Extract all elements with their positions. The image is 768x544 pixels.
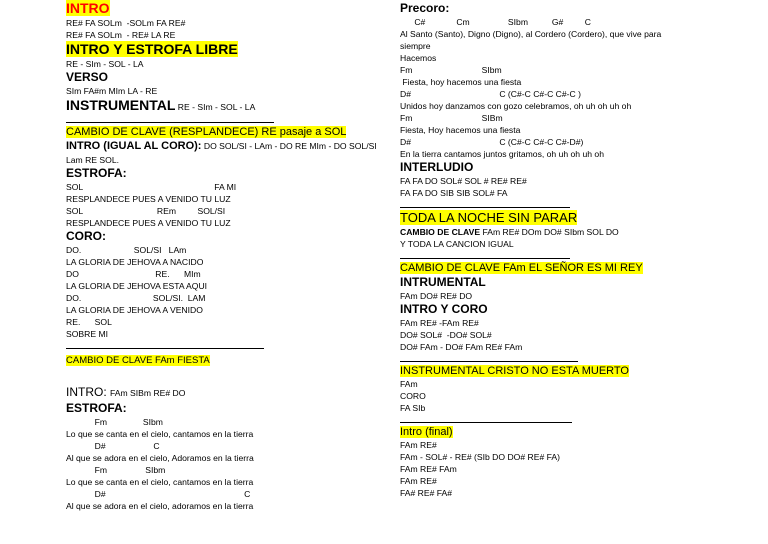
interludio-line: FA FA DO SOL# SOL # RE# RE#	[400, 176, 527, 186]
estrofa2-line: Lo que se canta en el cielo, cantamos en la tierra	[66, 477, 254, 487]
toda-la-noche: TODA LA NOCHE SIN PARAR	[400, 210, 578, 225]
coro-line: RE. SOL	[66, 317, 112, 327]
intro-final-line: FAm RE# FAm	[400, 464, 457, 474]
estrofa-line: SOL FA MI	[66, 182, 237, 192]
estrofa-line: SOL REm SOL/SI	[66, 206, 226, 216]
precoro-line: En la tierra cantamos juntos gritamos, oh uh oh uh oh	[400, 149, 604, 159]
estrofa-title: ESTROFA:	[66, 166, 127, 180]
instrumental-chords: RE - SIm - SOL - LA	[175, 102, 256, 112]
estrofa2-line: Fm SIbm	[66, 465, 166, 475]
cambio-clave-chords: FAm RE# DOm DO# SIbm SOL DO	[480, 227, 619, 237]
intro-coro-line: DO# FAm - DO# FAm RE# FAm	[400, 342, 523, 352]
precoro-line: Fiesta, Hoy hacemos una fiesta	[400, 125, 521, 135]
estrofa2-line: Lo que se canta en el cielo, cantamos en la tierra	[66, 429, 254, 439]
intrumental-line: FAm DO# RE# DO	[400, 291, 473, 301]
coro-title: CORO:	[66, 229, 106, 243]
intro-final-line: FAm RE#	[400, 440, 437, 450]
separator	[400, 250, 570, 259]
separator	[66, 114, 274, 123]
cambio-clave-resplandece: CAMBIO DE CLAVE (RESPLANDECE) RE pasaje a SOL	[66, 126, 347, 138]
separator	[400, 199, 570, 208]
cambio-clave-fiesta: CAMBIO DE CLAVE FAm FIESTA	[66, 355, 210, 366]
precoro-line: C# Cm SIbm G# C	[400, 17, 592, 27]
estrofa2-line: Fm SIbm	[66, 417, 163, 427]
precoro-line: Fm SIbm	[400, 65, 502, 75]
intro-line-1: RE# FA SOLm -SOLm FA RE#	[66, 18, 186, 28]
intro-fiesta	[66, 383, 386, 401]
coro-line: DO. SOL/SI LAm	[66, 245, 187, 255]
cambio-clave-line	[400, 226, 760, 238]
right-column	[400, 0, 760, 499]
coro-line: LA GLORIA DE JEHOVA A NACIDO	[66, 257, 204, 267]
cristo-line: FA SIb	[400, 403, 426, 413]
precoro-title: Precoro:	[400, 1, 450, 15]
estrofa-line: RESPLANDECE PUES A VENIDO TU LUZ	[66, 194, 231, 204]
estrofa2-title: ESTROFA:	[66, 401, 127, 415]
coro-line: DO. SOL/SI. LAM	[66, 293, 206, 303]
left-column	[66, 0, 386, 512]
interludio-line: FA FA DO SIB SIB SOL# FA	[400, 188, 508, 198]
intro-coro-title: INTRO Y CORO	[400, 302, 488, 316]
verso-title: VERSO	[66, 70, 109, 84]
coro-line: SOBRE MI	[66, 329, 109, 339]
separator	[400, 353, 578, 362]
coro-line: LA GLORIA DE JEHOVA ESTA AQUI	[66, 281, 208, 291]
intrumental-title: INTRUMENTAL	[400, 275, 486, 289]
coro-line: LA GLORIA DE JEHOVA A VENIDO	[66, 305, 203, 315]
intro-coro-line: FAm RE# -FAm RE#	[400, 318, 479, 328]
intro2-title: INTRO:	[66, 385, 110, 399]
coro-line: DO RE. MIm	[66, 269, 201, 279]
cambio-clave-label: CAMBIO DE CLAVE	[400, 227, 481, 237]
estrofa2-line: D# C	[66, 441, 160, 451]
intro-final-line: FA# RE# FA#	[400, 488, 453, 498]
precoro-line: Fiesta, hoy hacemos una fiesta	[400, 77, 522, 87]
intro-coro-chords: DO SOL/SI - LAm - DO RE MIm - DO SOL/SI Lam RE SOL.	[66, 141, 377, 165]
toda-cancion: Y TODA LA CANCION IGUAL	[400, 239, 514, 249]
precoro-line: Al Santo (Santo), Digno (Digno), al Cordero (Cordero), que vive para siempre	[400, 29, 662, 51]
verso-line: SIm FA#m MIm LA - RE	[66, 86, 158, 96]
estrofa2-line: D# C	[66, 489, 251, 499]
precoro-line: D# C (C#-C C#-C C#-D#)	[400, 137, 584, 147]
estrofa2-line: Al que se adora en el cielo, adoramos en la tierra	[66, 501, 254, 511]
precoro-line: D# C (C#-C C#-C C#-C )	[400, 89, 581, 99]
estrofa2-line: Al que se adora en el cielo, Adoramos en la tierra	[66, 453, 254, 463]
intro-final-line: FAm RE#	[400, 476, 437, 486]
intro-line-2: RE# FA SOLm - RE# LA RE	[66, 30, 176, 40]
intro-final-line: FAm - SOL# - RE# (SIb DO DO# RE# FA)	[400, 452, 560, 462]
instrumental-title: INSTRUMENTAL	[66, 97, 176, 113]
precoro-line: Fm SIBm	[400, 113, 503, 123]
precoro-line: Unidos hoy danzamos con gozo celebramos, oh uh oh uh oh	[400, 101, 632, 111]
intro-coro-title: INTRO (IGUAL AL CORO):	[66, 140, 202, 152]
intro2-chords: FAm SIBm RE# DO	[110, 388, 186, 398]
intro-estrofa-title: INTRO Y ESTROFA LIBRE	[66, 41, 238, 57]
instrumental-heading	[66, 97, 386, 114]
spacer	[66, 367, 386, 383]
intro-coro-line: DO# SOL# -DO# SOL#	[400, 330, 492, 340]
instrumental-cristo: INSTRUMENTAL CRISTO NO ESTA MUERTO	[400, 365, 629, 377]
intro-igual-coro	[66, 139, 386, 166]
estrofa-line: RESPLANDECE PUES A VENIDO TU LUZ	[66, 218, 231, 228]
cristo-line: FAm	[400, 379, 418, 389]
intro-title: INTRO	[66, 0, 110, 16]
separator	[400, 414, 572, 423]
precoro-line: Hacemos	[400, 53, 437, 63]
cristo-line: CORO	[400, 391, 426, 401]
intro-estrofa-line: RE - SIm - SOL - LA	[66, 59, 144, 69]
intro-final-title: Intro (final)	[400, 426, 453, 438]
separator	[66, 340, 264, 349]
interludio-title: INTERLUDIO	[400, 160, 474, 174]
cambio-clave-rey: CAMBIO DE CLAVE FAm EL SEÑOR ES MI REY	[400, 262, 643, 274]
